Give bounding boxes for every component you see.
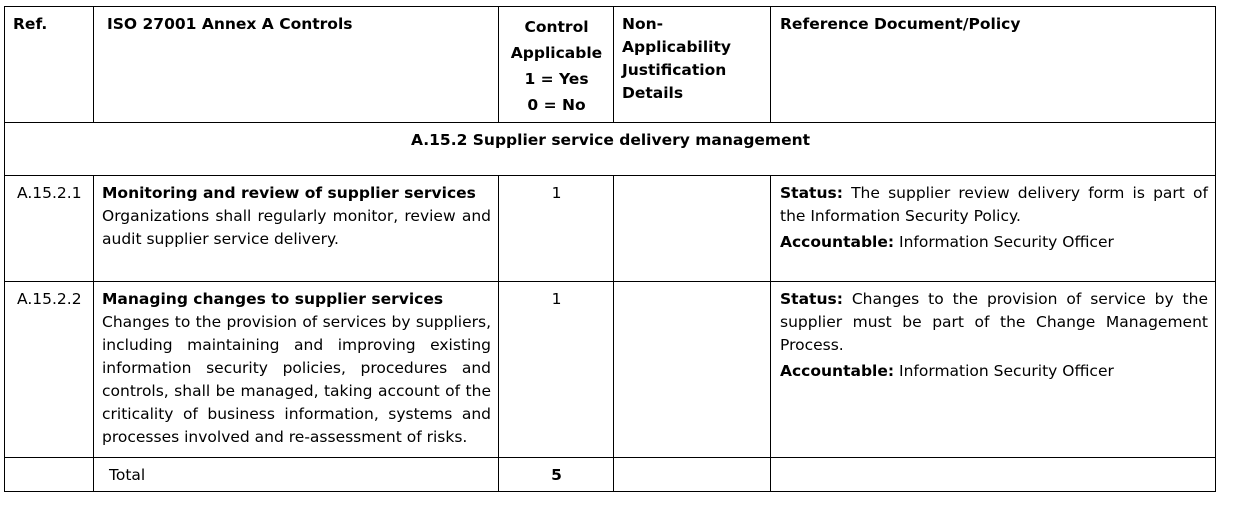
row-justification (614, 282, 771, 458)
total-value: 5 (499, 458, 614, 492)
control-description: Organizations shall regularly monitor, review and audit supplier service delivery. (102, 207, 491, 248)
row-justification (614, 176, 771, 282)
statement-of-applicability-table (4, 6, 1216, 492)
row-control (94, 282, 499, 458)
header-control-applicable: Control Applicable 1 = Yes 0 = No (499, 7, 614, 123)
section-title: A.15.2 Supplier service delivery management (5, 123, 1216, 176)
control-description: Changes to the provision of services by suppliers, including maintaining and improving existing information security policies, procedures and controls, shall be managed, taking account of the criticality of business information, systems and processes involved and re-assessment of risks. (102, 313, 491, 446)
control-title: Monitoring and review of supplier services (102, 184, 476, 202)
header-row (5, 7, 1216, 123)
row-control (94, 176, 499, 282)
total-justification-empty (614, 458, 771, 492)
total-ref-empty (5, 458, 94, 492)
row-applicable: 1 (499, 282, 614, 458)
header-ref: Ref. (5, 7, 94, 123)
table-row (5, 282, 1216, 458)
control-title: Managing changes to supplier services (102, 290, 444, 308)
total-label: Total (94, 458, 499, 492)
header-reference: Reference Document/Policy (771, 7, 1216, 123)
total-reference-empty (771, 458, 1216, 492)
header-controls: ISO 27001 Annex A Controls (94, 7, 499, 123)
status-line: Status: Changes to the provision of service by the supplier must be part of the Change Management Process. (780, 290, 1208, 354)
status-line: Status: The supplier review delivery form is part of the Information Security Policy. (780, 184, 1208, 225)
row-reference (771, 176, 1216, 282)
table-row (5, 176, 1216, 282)
total-row (5, 458, 1216, 492)
row-reference (771, 282, 1216, 458)
section-row (5, 123, 1216, 176)
row-ref: A.15.2.2 (5, 282, 94, 458)
header-justification: Non-Applicability Justification Details (614, 7, 771, 123)
row-applicable: 1 (499, 176, 614, 282)
row-ref: A.15.2.1 (5, 176, 94, 282)
accountable-line: Accountable: Information Security Officer (780, 362, 1114, 380)
accountable-line: Accountable: Information Security Officer (780, 233, 1114, 251)
